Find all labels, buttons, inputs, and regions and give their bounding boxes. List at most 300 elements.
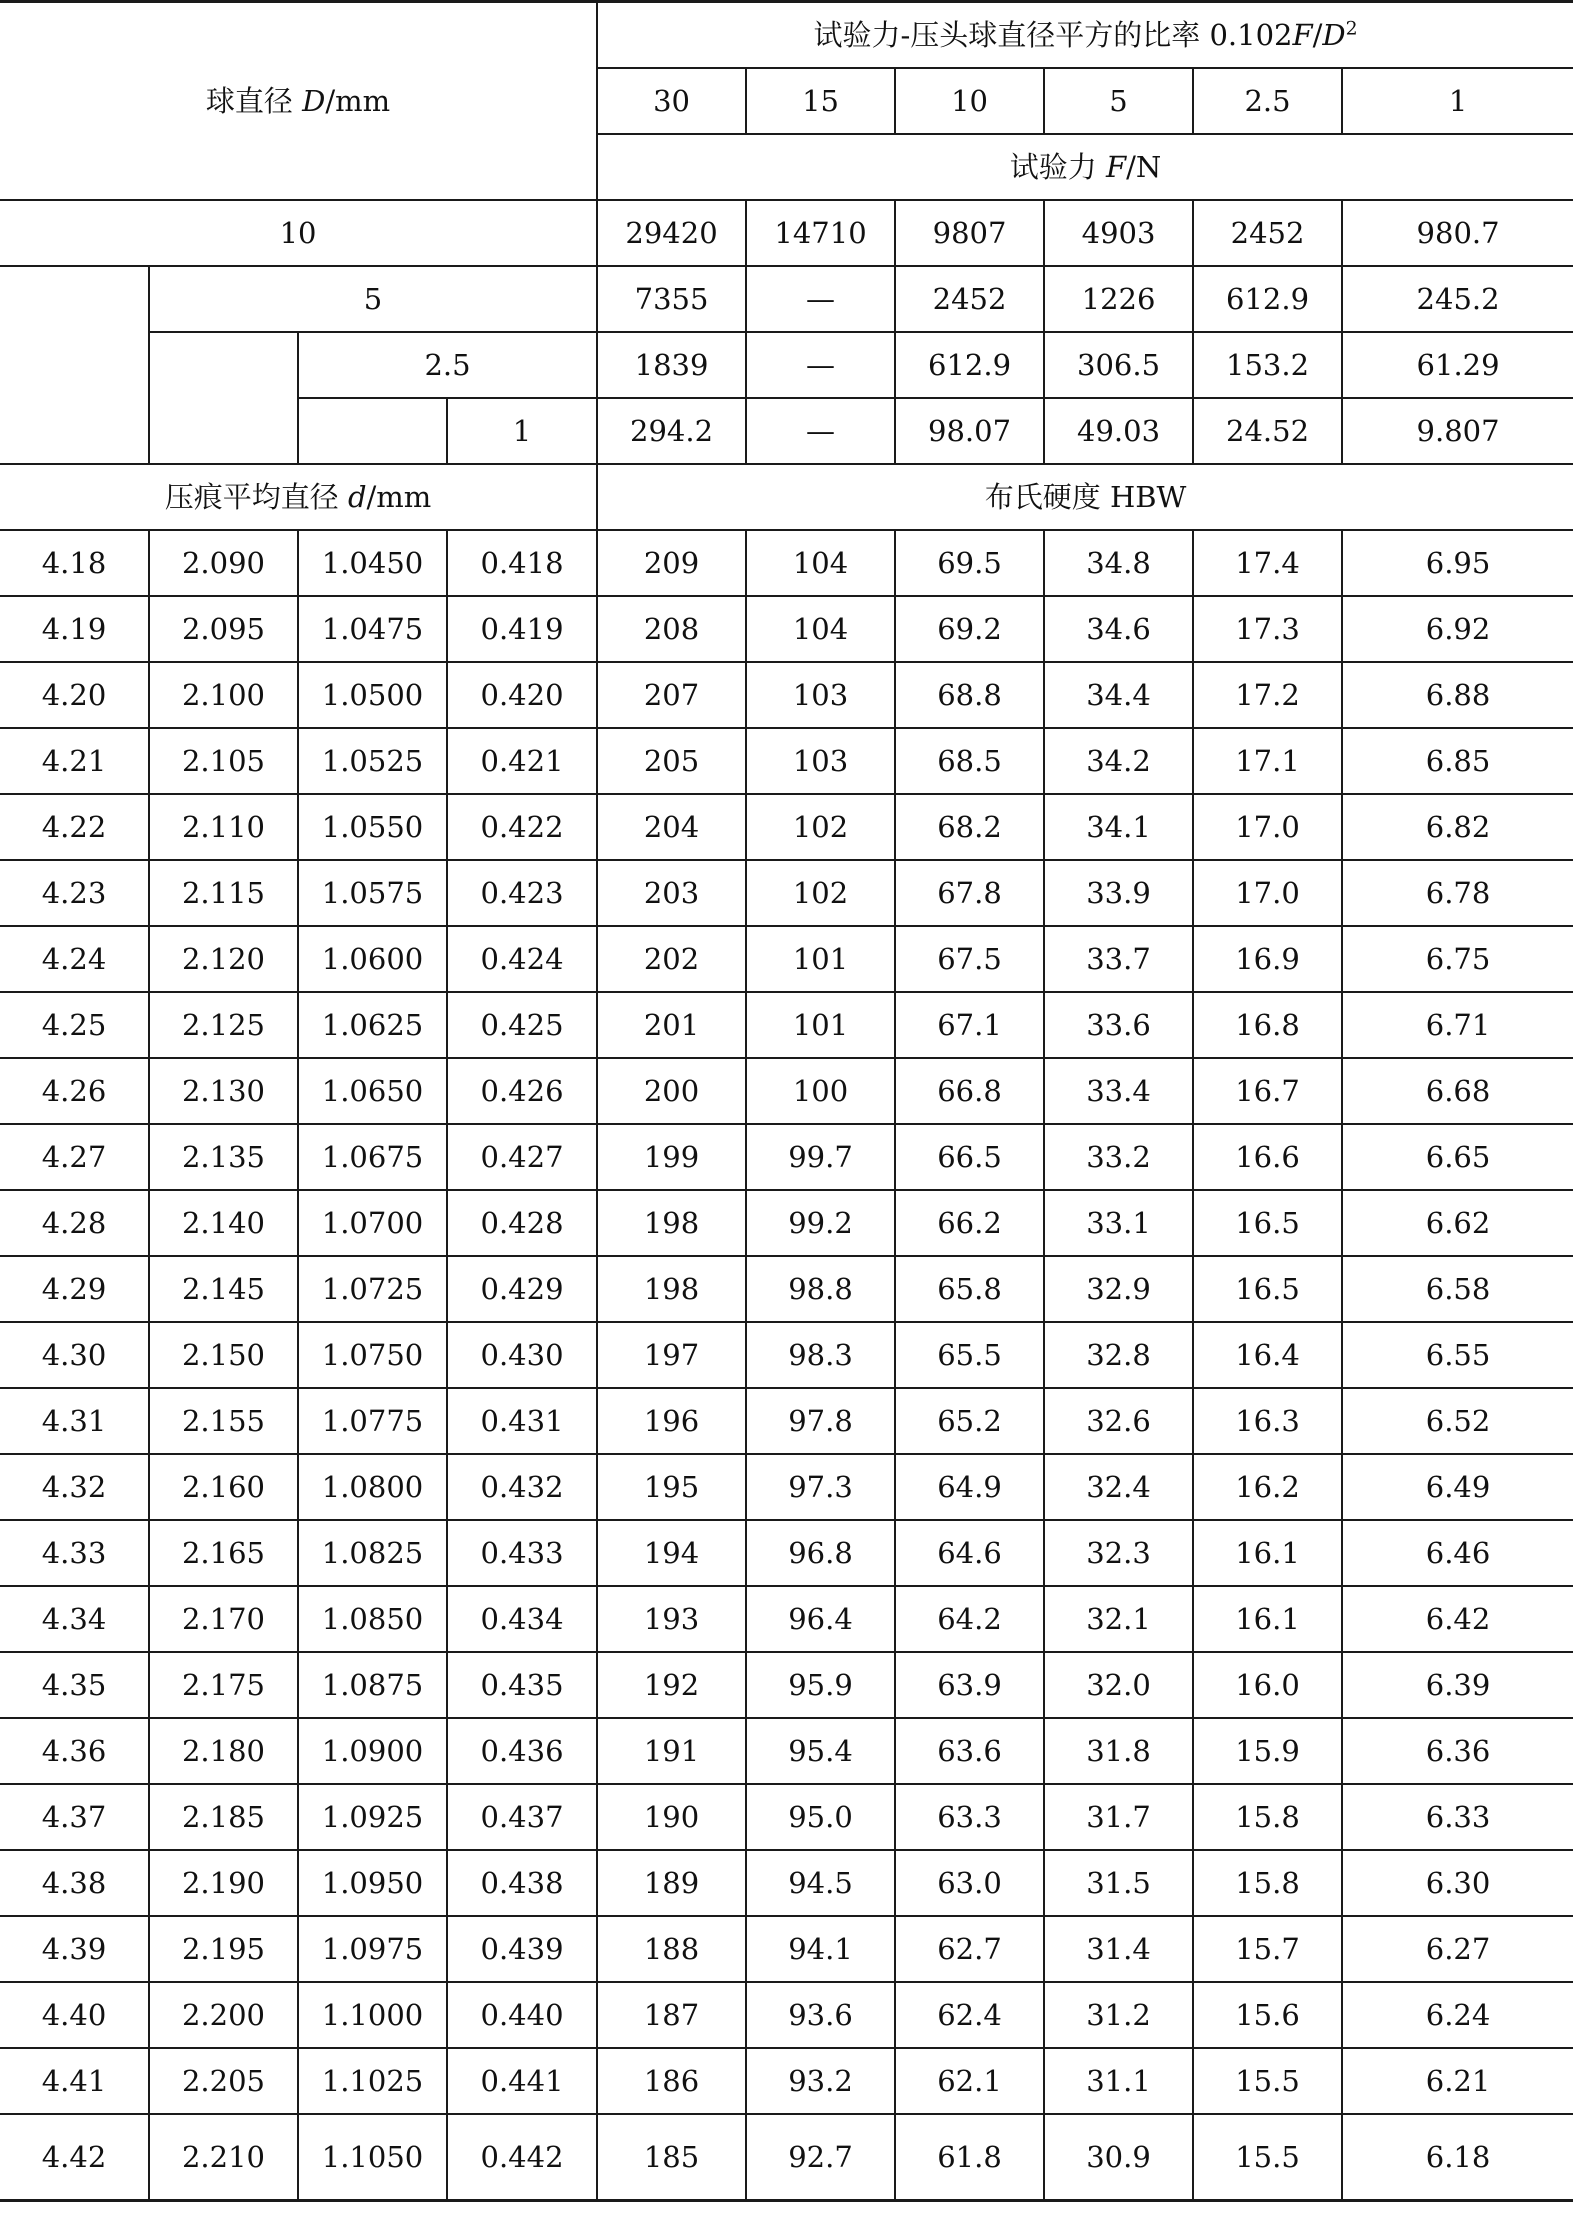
hbw-cell: 68.5: [895, 728, 1044, 794]
force-cell: 29420: [597, 200, 746, 266]
hbw-header: 布氏硬度 HBW: [597, 464, 1573, 530]
table-row: [0, 2048, 1573, 2114]
indent-diameter-cell: 2.130: [149, 1058, 298, 1124]
hbw-cell: 33.2: [1044, 1124, 1193, 1190]
indent-diameter-cell: 2.185: [149, 1784, 298, 1850]
ball-diameter-cell: 2.5: [298, 332, 597, 398]
hbw-cell: 16.5: [1193, 1190, 1342, 1256]
hbw-cell: 6.68: [1342, 1058, 1573, 1124]
hbw-cell: 16.6: [1193, 1124, 1342, 1190]
hbw-cell: 98.8: [746, 1256, 895, 1322]
hbw-cell: 30.9: [1044, 2114, 1193, 2201]
hbw-cell: 15.8: [1193, 1850, 1342, 1916]
indent-diameter-cell: 0.418: [447, 530, 597, 596]
hbw-cell: 207: [597, 662, 746, 728]
indent-diameter-header: [0, 464, 597, 530]
hbw-cell: 17.4: [1193, 530, 1342, 596]
force-cell: —: [746, 398, 895, 464]
hbw-cell: 96.4: [746, 1586, 895, 1652]
ratio-slash: /: [1312, 17, 1323, 52]
hbw-cell: 31.4: [1044, 1916, 1193, 1982]
ratio-exponent: 2: [1345, 17, 1358, 39]
hbw-cell: 17.0: [1193, 860, 1342, 926]
hbw-cell: 99.2: [746, 1190, 895, 1256]
force-cell: 24.52: [1193, 398, 1342, 464]
table-row: [0, 1322, 1573, 1388]
indent-diameter-cell: 0.424: [447, 926, 597, 992]
indent-diameter-cell: 4.26: [0, 1058, 149, 1124]
hbw-cell: 17.0: [1193, 794, 1342, 860]
indent-diameter-cell: 1.0475: [298, 596, 447, 662]
force-cell: 2452: [895, 266, 1044, 332]
hbw-cell: 15.9: [1193, 1718, 1342, 1784]
hbw-cell: 6.92: [1342, 596, 1573, 662]
table-row: [0, 992, 1573, 1058]
hbw-cell: 16.3: [1193, 1388, 1342, 1454]
hbw-cell: 31.2: [1044, 1982, 1193, 2048]
force-cell: 4903: [1044, 200, 1193, 266]
table-row: [0, 1256, 1573, 1322]
hbw-cell: 15.6: [1193, 1982, 1342, 2048]
hbw-cell: 204: [597, 794, 746, 860]
indent-diameter-cell: 4.29: [0, 1256, 149, 1322]
hbw-cell: 208: [597, 596, 746, 662]
indent-diameter-cell: 1.0775: [298, 1388, 447, 1454]
indent-diameter-cell: 4.18: [0, 530, 149, 596]
table-row: [0, 728, 1573, 794]
indent-diameter-cell: 4.40: [0, 1982, 149, 2048]
force-cell: 1839: [597, 332, 746, 398]
hbw-cell: 64.9: [895, 1454, 1044, 1520]
indent-diameter-cell: 0.421: [447, 728, 597, 794]
indent-diameter-cell: 2.115: [149, 860, 298, 926]
ratio-f-var: F: [1292, 17, 1313, 52]
force-cell: 9807: [895, 200, 1044, 266]
indent-diameter-cell: 0.425: [447, 992, 597, 1058]
force-cell: 61.29: [1342, 332, 1573, 398]
indent-diameter-cell: 2.195: [149, 1916, 298, 1982]
indent-diameter-cell: 4.36: [0, 1718, 149, 1784]
hbw-cell: 93.2: [746, 2048, 895, 2114]
ratio-value: 10: [895, 68, 1044, 134]
table-body: [0, 2, 1573, 2201]
indent-diameter-var: d: [347, 479, 367, 514]
table-row: [0, 1916, 1573, 1982]
hbw-cell: 33.6: [1044, 992, 1193, 1058]
force-unit: /N: [1126, 149, 1162, 184]
indent-diameter-cell: 4.41: [0, 2048, 149, 2114]
table-row: [0, 1850, 1573, 1916]
indent-diameter-cell: 2.135: [149, 1124, 298, 1190]
indent-diameter-cell: 1.1000: [298, 1982, 447, 2048]
indent-diameter-cell: 1.0575: [298, 860, 447, 926]
table-row: [0, 1586, 1573, 1652]
force-cell: 14710: [746, 200, 895, 266]
hbw-cell: 34.2: [1044, 728, 1193, 794]
hbw-cell: 64.2: [895, 1586, 1044, 1652]
hbw-cell: 32.1: [1044, 1586, 1193, 1652]
indent-diameter-cell: 2.110: [149, 794, 298, 860]
ratio-value: 30: [597, 68, 746, 134]
indent-diameter-cell: 2.125: [149, 992, 298, 1058]
force-cell: 1226: [1044, 266, 1193, 332]
table-row: [0, 1190, 1573, 1256]
hbw-cell: 203: [597, 860, 746, 926]
spacer-cell: [149, 332, 298, 464]
table-row: [0, 1718, 1573, 1784]
indent-diameter-cell: 4.24: [0, 926, 149, 992]
indent-diameter-cell: 1.0700: [298, 1190, 447, 1256]
hbw-cell: 6.36: [1342, 1718, 1573, 1784]
indent-diameter-cell: 4.42: [0, 2114, 149, 2201]
hbw-cell: 6.88: [1342, 662, 1573, 728]
hbw-cell: 16.1: [1193, 1520, 1342, 1586]
hbw-cell: 99.7: [746, 1124, 895, 1190]
hbw-cell: 6.24: [1342, 1982, 1573, 2048]
hbw-cell: 33.1: [1044, 1190, 1193, 1256]
ratio-value: 2.5: [1193, 68, 1342, 134]
hbw-cell: 15.8: [1193, 1784, 1342, 1850]
hbw-cell: 69.5: [895, 530, 1044, 596]
hbw-cell: 16.2: [1193, 1454, 1342, 1520]
hbw-cell: 62.4: [895, 1982, 1044, 2048]
hbw-cell: 31.8: [1044, 1718, 1193, 1784]
hbw-cell: 100: [746, 1058, 895, 1124]
hbw-cell: 6.27: [1342, 1916, 1573, 1982]
ball-diameter-cell: 1: [447, 398, 597, 464]
hbw-cell: 32.9: [1044, 1256, 1193, 1322]
force-row: [0, 332, 1573, 398]
hbw-cell: 67.5: [895, 926, 1044, 992]
hbw-cell: 65.8: [895, 1256, 1044, 1322]
force-cell: 980.7: [1342, 200, 1573, 266]
indent-diameter-cell: 4.30: [0, 1322, 149, 1388]
hbw-cell: 101: [746, 926, 895, 992]
hbw-cell: 6.58: [1342, 1256, 1573, 1322]
indent-diameter-cell: 2.140: [149, 1190, 298, 1256]
hbw-cell: 63.6: [895, 1718, 1044, 1784]
table-row: [0, 1388, 1573, 1454]
ball-diameter-header: [0, 2, 597, 201]
indent-diameter-cell: 1.0800: [298, 1454, 447, 1520]
hbw-cell: 95.0: [746, 1784, 895, 1850]
indent-diameter-cell: 1.0625: [298, 992, 447, 1058]
indent-diameter-cell: 1.0825: [298, 1520, 447, 1586]
indent-diameter-cell: 2.090: [149, 530, 298, 596]
hbw-cell: 16.7: [1193, 1058, 1342, 1124]
indent-diameter-cell: 2.160: [149, 1454, 298, 1520]
indent-diameter-cell: 4.22: [0, 794, 149, 860]
hbw-cell: 104: [746, 596, 895, 662]
hbw-cell: 17.1: [1193, 728, 1342, 794]
indent-diameter-cell: 4.25: [0, 992, 149, 1058]
hbw-cell: 31.7: [1044, 1784, 1193, 1850]
force-cell: 7355: [597, 266, 746, 332]
hbw-cell: 190: [597, 1784, 746, 1850]
hbw-cell: 188: [597, 1916, 746, 1982]
indent-diameter-cell: 1.0900: [298, 1718, 447, 1784]
indent-diameter-cell: 1.0875: [298, 1652, 447, 1718]
hbw-cell: 63.9: [895, 1652, 1044, 1718]
hbw-cell: 6.75: [1342, 926, 1573, 992]
hbw-cell: 15.5: [1193, 2048, 1342, 2114]
indent-diameter-cell: 4.21: [0, 728, 149, 794]
hbw-cell: 193: [597, 1586, 746, 1652]
hbw-cell: 33.9: [1044, 860, 1193, 926]
indent-diameter-cell: 2.105: [149, 728, 298, 794]
indent-diameter-cell: 0.437: [447, 1784, 597, 1850]
indent-diameter-cell: 1.0975: [298, 1916, 447, 1982]
indent-diameter-cell: 0.420: [447, 662, 597, 728]
hbw-cell: 93.6: [746, 1982, 895, 2048]
indent-diameter-cell: 0.428: [447, 1190, 597, 1256]
indent-diameter-cell: 1.0550: [298, 794, 447, 860]
table-row: [0, 1520, 1573, 1586]
hbw-cell: 62.7: [895, 1916, 1044, 1982]
hbw-cell: 16.1: [1193, 1586, 1342, 1652]
indent-diameter-cell: 2.095: [149, 596, 298, 662]
hbw-cell: 65.2: [895, 1388, 1044, 1454]
indent-diameter-cell: 4.27: [0, 1124, 149, 1190]
hbw-cell: 17.2: [1193, 662, 1342, 728]
indent-diameter-cell: 2.150: [149, 1322, 298, 1388]
table-row: [0, 530, 1573, 596]
hbw-cell: 66.5: [895, 1124, 1044, 1190]
hbw-cell: 31.1: [1044, 2048, 1193, 2114]
force-cell: 153.2: [1193, 332, 1342, 398]
hbw-cell: 6.65: [1342, 1124, 1573, 1190]
table-row: [0, 1982, 1573, 2048]
indent-diameter-label: 压痕平均直径: [164, 479, 339, 514]
hbw-cell: 97.8: [746, 1388, 895, 1454]
hbw-cell: 103: [746, 728, 895, 794]
force-header: [597, 134, 1573, 200]
ratio-d-var: D: [1322, 17, 1346, 52]
indent-diameter-cell: 0.441: [447, 2048, 597, 2114]
indent-diameter-cell: 4.20: [0, 662, 149, 728]
indent-diameter-cell: 1.1025: [298, 2048, 447, 2114]
indent-diameter-cell: 0.432: [447, 1454, 597, 1520]
ball-diameter-unit: /mm: [325, 83, 391, 118]
force-cell: 98.07: [895, 398, 1044, 464]
indent-diameter-cell: 0.419: [447, 596, 597, 662]
hbw-cell: 32.3: [1044, 1520, 1193, 1586]
indent-diameter-cell: 1.0925: [298, 1784, 447, 1850]
hbw-cell: 16.0: [1193, 1652, 1342, 1718]
ball-diameter-var: D: [302, 83, 326, 118]
hbw-cell: 34.8: [1044, 530, 1193, 596]
hbw-cell: 31.5: [1044, 1850, 1193, 1916]
hbw-cell: 6.33: [1342, 1784, 1573, 1850]
header-row-ratio-title: [0, 2, 1573, 69]
indent-diameter-cell: 0.426: [447, 1058, 597, 1124]
indent-diameter-cell: 4.38: [0, 1850, 149, 1916]
hbw-cell: 16.9: [1193, 926, 1342, 992]
table-row: [0, 1124, 1573, 1190]
indent-diameter-cell: 4.19: [0, 596, 149, 662]
ball-diameter-cell: 10: [0, 200, 597, 266]
hbw-cell: 6.85: [1342, 728, 1573, 794]
hbw-cell: 32.4: [1044, 1454, 1193, 1520]
section-header-row: [0, 464, 1573, 530]
table-row: [0, 662, 1573, 728]
hbw-cell: 32.8: [1044, 1322, 1193, 1388]
table-row: [0, 860, 1573, 926]
hbw-cell: 6.95: [1342, 530, 1573, 596]
hbw-cell: 194: [597, 1520, 746, 1586]
indent-diameter-cell: 2.120: [149, 926, 298, 992]
hbw-cell: 63.3: [895, 1784, 1044, 1850]
indent-diameter-cell: 4.37: [0, 1784, 149, 1850]
indent-diameter-cell: 4.33: [0, 1520, 149, 1586]
indent-diameter-cell: 2.175: [149, 1652, 298, 1718]
indent-diameter-cell: 0.429: [447, 1256, 597, 1322]
indent-diameter-cell: 0.439: [447, 1916, 597, 1982]
indent-diameter-cell: 1.0850: [298, 1586, 447, 1652]
hbw-cell: 95.9: [746, 1652, 895, 1718]
ratio-prefix: 试验力-压头球直径平方的比率 0.102: [813, 17, 1293, 52]
indent-diameter-cell: 0.435: [447, 1652, 597, 1718]
hbw-cell: 33.7: [1044, 926, 1193, 992]
hbw-cell: 186: [597, 2048, 746, 2114]
hbw-cell: 6.52: [1342, 1388, 1573, 1454]
hbw-cell: 185: [597, 2114, 746, 2201]
indent-diameter-cell: 2.145: [149, 1256, 298, 1322]
hbw-cell: 102: [746, 794, 895, 860]
hbw-cell: 191: [597, 1718, 746, 1784]
force-cell: 294.2: [597, 398, 746, 464]
spacer-cell: [298, 398, 447, 464]
hbw-cell: 187: [597, 1982, 746, 2048]
indent-diameter-cell: 4.35: [0, 1652, 149, 1718]
indent-diameter-cell: 4.39: [0, 1916, 149, 1982]
force-cell: 9.807: [1342, 398, 1573, 464]
hbw-cell: 195: [597, 1454, 746, 1520]
force-cell: 2452: [1193, 200, 1342, 266]
indent-diameter-cell: 2.210: [149, 2114, 298, 2201]
indent-diameter-cell: 1.0950: [298, 1850, 447, 1916]
indent-diameter-cell: 1.0500: [298, 662, 447, 728]
indent-diameter-cell: 0.434: [447, 1586, 597, 1652]
indent-diameter-cell: 0.433: [447, 1520, 597, 1586]
indent-diameter-cell: 1.0600: [298, 926, 447, 992]
hbw-cell: 65.5: [895, 1322, 1044, 1388]
hbw-cell: 34.4: [1044, 662, 1193, 728]
hbw-cell: 200: [597, 1058, 746, 1124]
spacer-cell: [0, 266, 149, 464]
indent-diameter-cell: 1.0525: [298, 728, 447, 794]
hbw-cell: 6.71: [1342, 992, 1573, 1058]
hbw-cell: 6.21: [1342, 2048, 1573, 2114]
indent-diameter-cell: 4.28: [0, 1190, 149, 1256]
hbw-cell: 196: [597, 1388, 746, 1454]
hbw-cell: 33.4: [1044, 1058, 1193, 1124]
hbw-cell: 64.6: [895, 1520, 1044, 1586]
indent-diameter-cell: 4.23: [0, 860, 149, 926]
table-row: [0, 1652, 1573, 1718]
hbw-cell: 202: [597, 926, 746, 992]
indent-diameter-cell: 2.190: [149, 1850, 298, 1916]
indent-diameter-cell: 1.0675: [298, 1124, 447, 1190]
force-label: 试验力: [1009, 149, 1097, 184]
indent-diameter-cell: 2.180: [149, 1718, 298, 1784]
hbw-cell: 69.2: [895, 596, 1044, 662]
indent-diameter-cell: 4.34: [0, 1586, 149, 1652]
hbw-cell: 16.4: [1193, 1322, 1342, 1388]
force-cell: —: [746, 266, 895, 332]
force-cell: 612.9: [1193, 266, 1342, 332]
ball-diameter-cell: 5: [149, 266, 597, 332]
hbw-cell: 16.5: [1193, 1256, 1342, 1322]
hbw-cell: 66.8: [895, 1058, 1044, 1124]
indent-diameter-cell: 2.205: [149, 2048, 298, 2114]
ratio-value: 15: [746, 68, 895, 134]
hbw-cell: 197: [597, 1322, 746, 1388]
hbw-cell: 68.8: [895, 662, 1044, 728]
force-cell: —: [746, 332, 895, 398]
hbw-cell: 102: [746, 860, 895, 926]
hbw-cell: 6.62: [1342, 1190, 1573, 1256]
indent-diameter-unit: /mm: [366, 479, 432, 514]
hbw-cell: 62.1: [895, 2048, 1044, 2114]
table-row: [0, 596, 1573, 662]
hbw-cell: 68.2: [895, 794, 1044, 860]
hbw-cell: 66.2: [895, 1190, 1044, 1256]
hbw-cell: 17.3: [1193, 596, 1342, 662]
indent-diameter-cell: 2.165: [149, 1520, 298, 1586]
indent-diameter-cell: 1.0450: [298, 530, 447, 596]
hbw-cell: 189: [597, 1850, 746, 1916]
force-row: [0, 200, 1573, 266]
force-var: F: [1106, 149, 1127, 184]
hbw-cell: 198: [597, 1256, 746, 1322]
hbw-cell: 103: [746, 662, 895, 728]
table-row: [0, 1784, 1573, 1850]
hbw-cell: 6.46: [1342, 1520, 1573, 1586]
hbw-cell: 16.8: [1193, 992, 1342, 1058]
hbw-cell: 6.55: [1342, 1322, 1573, 1388]
ratio-value: 5: [1044, 68, 1193, 134]
indent-diameter-cell: 1.0650: [298, 1058, 447, 1124]
indent-diameter-cell: 2.200: [149, 1982, 298, 2048]
hbw-cell: 34.1: [1044, 794, 1193, 860]
table-row: [0, 794, 1573, 860]
hbw-cell: 192: [597, 1652, 746, 1718]
hbw-cell: 101: [746, 992, 895, 1058]
hbw-cell: 6.82: [1342, 794, 1573, 860]
hbw-cell: 6.30: [1342, 1850, 1573, 1916]
force-cell: 306.5: [1044, 332, 1193, 398]
hbw-cell: 15.5: [1193, 2114, 1342, 2201]
table-row: [0, 1454, 1573, 1520]
hbw-cell: 15.7: [1193, 1916, 1342, 1982]
ball-diameter-label: 球直径: [205, 83, 293, 118]
hbw-cell: 32.6: [1044, 1388, 1193, 1454]
hbw-cell: 198: [597, 1190, 746, 1256]
force-cell: 245.2: [1342, 266, 1573, 332]
force-cell: 612.9: [895, 332, 1044, 398]
hbw-cell: 6.78: [1342, 860, 1573, 926]
indent-diameter-cell: 1.0750: [298, 1322, 447, 1388]
hbw-cell: 6.39: [1342, 1652, 1573, 1718]
table-row: [0, 2114, 1573, 2201]
hbw-cell: 205: [597, 728, 746, 794]
hbw-cell: 201: [597, 992, 746, 1058]
table-row: [0, 926, 1573, 992]
force-row: [0, 266, 1573, 332]
indent-diameter-cell: 2.155: [149, 1388, 298, 1454]
indent-diameter-cell: 1.0725: [298, 1256, 447, 1322]
